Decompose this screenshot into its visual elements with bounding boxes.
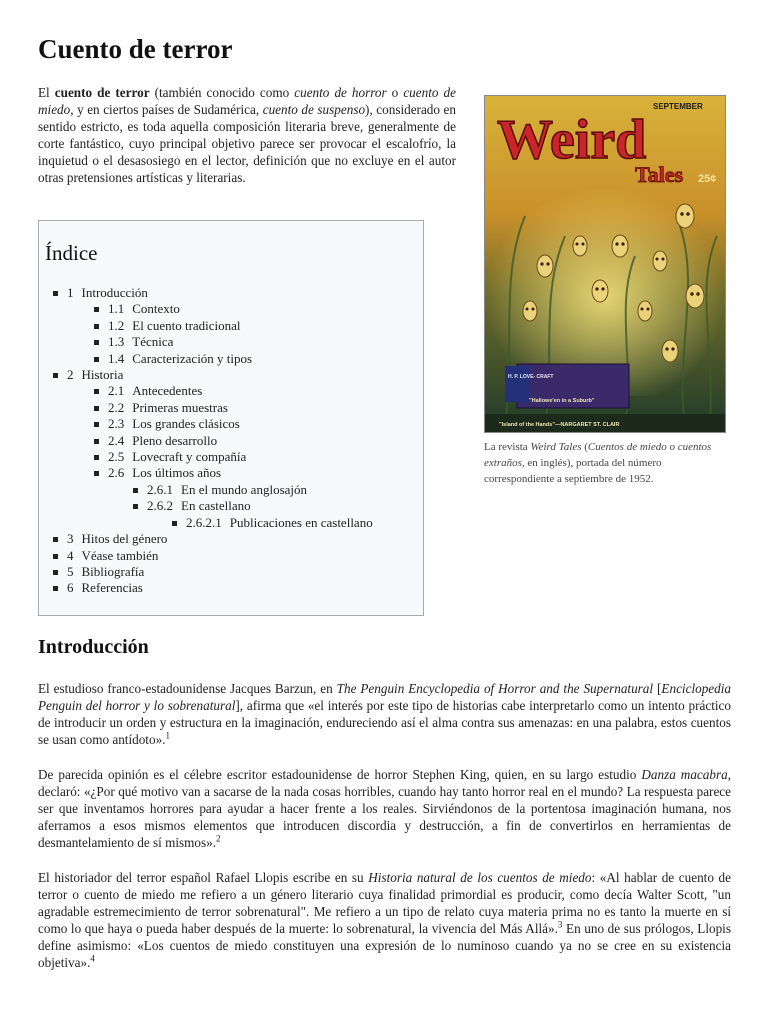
toc-item-label: Lovecraft y compañía: [132, 449, 247, 465]
paragraph-text: En uno de sus prólogos, Llopis define asimismo: «Los cuentos de miedo constituyen una expresión de lo numinoso cuando ya no se cree en su existencia objetiva».: [38, 921, 731, 970]
toc-item-label: En castellano: [181, 498, 251, 514]
paragraph-text: El estudioso franco-estadounidense Jacques Barzun, en: [38, 681, 337, 696]
toc-item-number: 1.1: [108, 301, 125, 317]
toc-item-number: 2.6.1: [147, 481, 173, 497]
intro-text: (también conocido como: [149, 85, 295, 100]
table-of-contents: [38, 220, 424, 616]
intro-italic-term: cuento de horror: [294, 85, 387, 100]
toc-item-number: 2: [67, 367, 74, 383]
caption-translation: Cuentos de miedo o cuentos extraños: [484, 441, 712, 469]
paragraph-text: , declaró: «¿Por qué motivo van a sacarse de la nada cosas horribles, cuando hay tanto horror real en el mundo? La respuesta parece ser que inventamos horrores para ayudar a hacer frente a los reales. Sirviéndonos de la portentosa imaginación humana, nos aferramos a esos mismos elementos que introducen discordia y destrucción, a fin de convertirlos en herramientas de desmantelamiento de sí mismos».: [38, 767, 731, 850]
paragraph-text: : «Al hablar de cuento de terror o cuento de miedo me refiero a un género literario cuya finalidad primordial es producir, como decía Walter Scott, "un agradable estremecimiento de terror sobrenatural". Me refiero a un tipo de relato cuya materia prima no es tanto la muerte en sí como lo que haya o pueda haber después de la muerte: lo sobrenatural, la vivencia del Más Allá».: [38, 870, 731, 936]
cover-price: 25¢: [698, 173, 717, 185]
cover-bottom-line: "Island of the Hands"—NARGARET ST. CLAIR: [499, 422, 620, 428]
toc-item-label: Los últimos años: [132, 465, 222, 481]
toc-item-label: Contexto: [132, 301, 180, 317]
toc-item-label: Hitos del género: [81, 531, 168, 547]
toc-item-contexto[interactable]: [67, 301, 373, 317]
toc-item-tecnica[interactable]: [67, 334, 373, 350]
toc-list: [67, 285, 373, 597]
figure-caption: [484, 439, 728, 487]
toc-item-hitos[interactable]: [67, 531, 373, 547]
intro-paragraph: [38, 84, 456, 186]
toc-item-label: En el mundo anglosajón: [181, 481, 308, 497]
toc-item-antecedentes[interactable]: [67, 383, 373, 399]
toc-item-vease-tambien[interactable]: [67, 548, 373, 564]
toc-item-historia[interactable]: [67, 367, 373, 383]
toc-item-label: Bibliografía: [81, 563, 145, 579]
reference-link[interactable]: 4: [90, 953, 95, 964]
toc-item-number: 6: [67, 580, 74, 596]
cover-story-title: "Hallowe'en in a Suburb": [529, 398, 595, 404]
intro-text: ), considerado en sentido estricto, es toda aquella composición literaria breve, generalmente de corte fantástico, cuyo principal objetivo parece ser provocar el escalofrío, la inquietud o el desasosiego en el lector, definición que no excluye en el autor otras pretensiones artísticas y literarias.: [38, 102, 456, 185]
paragraph-text: ], afirma que «el interés por este tipo de historias cabe interpretarlo como un intento práctico de introducir un orden y estructura en la imaginación, endureciendo así el alma contra sus amenazas: en una palabra, estos cuentos se usan como antídoto».: [38, 698, 731, 747]
toc-item-caracterizacion[interactable]: [67, 351, 373, 367]
intro-text: o: [386, 85, 404, 100]
intro-italic-term: cuento de miedo: [38, 85, 456, 117]
toc-item-number: 2.5: [108, 449, 125, 465]
toc-item-number: 1.4: [108, 350, 125, 366]
book-title-translation: Enciclopedia Penguin del horror y lo sobrenatural: [38, 681, 731, 713]
toc-item-grandes-clasicos[interactable]: [67, 416, 373, 432]
paragraph-text: [: [653, 681, 662, 696]
page-title: Cuento de terror: [38, 34, 233, 64]
toc-item-label: Historia: [81, 367, 124, 383]
cover-logo-tales: Tales: [635, 162, 684, 187]
toc-item-number: 2.2: [108, 399, 125, 415]
toc-item-bibliografia[interactable]: [67, 564, 373, 580]
intro-bold-term: cuento de terror: [54, 85, 150, 100]
toc-item-referencias[interactable]: [67, 580, 373, 596]
toc-item-number: 1: [67, 285, 74, 300]
reference-link[interactable]: 1: [165, 730, 170, 741]
toc-item-label: Referencias: [81, 580, 143, 596]
book-title: Historia natural de los cuentos de miedo: [368, 870, 592, 885]
toc-item-number: 4: [67, 547, 74, 563]
figure: [484, 95, 728, 487]
toc-item-number: 2.6: [108, 465, 125, 481]
book-title: The Penguin Encyclopedia of Horror and the Supernatural: [336, 681, 654, 696]
cover-author-box: H. P. LOVE- CRAFT: [508, 374, 554, 380]
toc-item-number: 2.1: [108, 383, 125, 399]
toc-item-ultimos-anos[interactable]: [67, 465, 373, 481]
toc-heading: Índice: [45, 241, 98, 265]
paragraph-barzun: [38, 680, 731, 748]
intro-italic-term: cuento de suspenso: [262, 102, 366, 117]
toc-item-mundo-anglosajon[interactable]: [67, 482, 373, 498]
toc-item-pleno-desarrollo[interactable]: [67, 433, 373, 449]
intro-text: , y en ciertos países de Sudamérica,: [70, 102, 263, 117]
toc-item-introduccion[interactable]: [67, 285, 373, 301]
weird-tales-cover-image[interactable]: [484, 95, 726, 433]
toc-item-cuento-tradicional[interactable]: [67, 318, 373, 334]
toc-item-label: Publicaciones en castellano: [229, 514, 373, 530]
paragraph-text: El historiador del terror español Rafael Llopis escribe en su: [38, 870, 369, 885]
reference-link[interactable]: 2: [216, 833, 221, 844]
toc-item-label: Introducción: [81, 285, 148, 300]
cover-month: SEPTEMBER: [653, 102, 703, 111]
toc-item-number: 2.3: [108, 416, 125, 432]
toc-item-label: Pleno desarrollo: [132, 432, 218, 448]
caption-text: (: [581, 441, 588, 453]
paragraph-king: [38, 766, 731, 851]
toc-item-en-castellano[interactable]: [67, 498, 373, 514]
cover-logo: Weird: [497, 109, 647, 171]
toc-item-number: 1.3: [108, 334, 125, 350]
toc-item-publicaciones-castellano[interactable]: [67, 515, 373, 531]
toc-item-label: El cuento tradicional: [132, 317, 241, 333]
toc-item-number: 3: [67, 531, 74, 547]
toc-item-label: Los grandes clásicos: [132, 416, 240, 432]
intro-text: El: [38, 85, 55, 100]
paragraph-text: De parecida opinión es el célebre escritor estadounidense de horror Stephen King, quien, en su largo estudio: [38, 767, 642, 782]
toc-item-label: Antecedentes: [132, 383, 203, 399]
toc-item-number: 2.4: [108, 432, 125, 448]
book-title: Danza macabra: [641, 767, 728, 782]
caption-link-weird-tales[interactable]: Weird Tales: [530, 441, 582, 453]
toc-item-label: Técnica: [132, 334, 174, 350]
caption-text: , en inglés), portada del número correspondiente a septiembre de 1952.: [484, 457, 662, 485]
toc-item-number: 5: [67, 563, 74, 579]
paragraph-llopis: [38, 869, 731, 971]
caption-text: La revista: [484, 441, 531, 453]
toc-item-lovecraft[interactable]: [67, 449, 373, 465]
toc-item-label: Véase también: [81, 547, 159, 563]
section-heading-introduccion: Introducción: [38, 636, 149, 658]
reference-link[interactable]: 3: [557, 919, 563, 930]
toc-item-label: Caracterización y tipos: [132, 350, 253, 366]
toc-item-label: Primeras muestras: [132, 399, 228, 415]
toc-item-primeras-muestras[interactable]: [67, 400, 373, 416]
toc-item-number: 2.6.2.1: [186, 514, 222, 530]
toc-item-number: 2.6.2: [147, 498, 173, 514]
toc-item-number: 1.2: [108, 317, 125, 333]
